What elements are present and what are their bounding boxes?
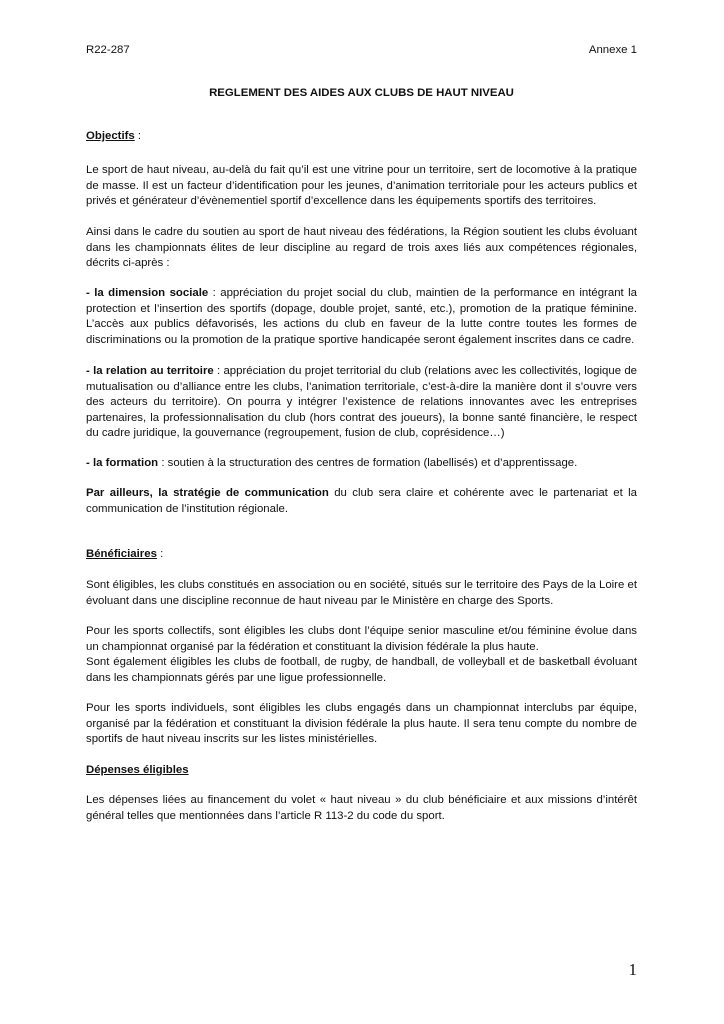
eligibility-paragraph: Sont éligibles, les clubs constitués en association ou en société, situés sur le territoire des Pays de la Loire et évoluant dans une discipline reconnue de haut niveau par le Ministère en charge des Sports. (86, 579, 637, 607)
communication-label: Par ailleurs, la stratégie de communication (86, 487, 329, 499)
page-header (86, 43, 637, 59)
axis-territory-text: : appréciation du projet territorial du club (relations avec les collectivités, logique de mutualisation ou d’alliance entre les clubs, l’animation territoriale, c’est-à-dire la manière dont il s’ouvre vers des acteurs du territoire). On pourra y intégrer l’existence de relations innovantes avec les entreprises partenaires, la professionnalisation du club (hors contrat des joueurs), la bonne santé financière, le respect du cadre juridique, la gouvernance (regroupement, fusion de club, coprésidence…) (86, 365, 637, 439)
collective-sports-text-2: Sont également éligibles les clubs de football, de rugby, de handball, de volleyball et de basketball évoluant dans les championnats gérés par une ligue professionnelle. (86, 656, 637, 684)
collective-sports-text-1: Pour les sports collectifs, sont éligibles les clubs dont l’équipe senior masculine et/ou féminine évolue dans un championnat organisé par la fédération et constituant la division fédérale la plus haute. (86, 625, 637, 653)
objectifs-heading (86, 129, 637, 145)
objectifs-support-paragraph: Ainsi dans le cadre du soutien au sport de haut niveau des fédérations, la Région soutient les clubs évoluant dans les championnats élites de leur discipline au regard de trois axes liés aux compétences régionales, décrits ci-après : (86, 226, 637, 269)
beneficiaires-heading-suffix: : (156, 548, 164, 560)
depenses-heading (86, 763, 637, 779)
collective-sports-paragraph (86, 624, 637, 686)
axis-training-paragraph (86, 456, 637, 472)
document-page (86, 0, 637, 1024)
beneficiaires-heading (86, 547, 637, 563)
axis-training-label: - la formation (86, 457, 159, 469)
depenses-paragraph: Les dépenses liées au financement du volet « haut niveau » du club bénéficiaire et aux missions d’intérêt général telles que mentionnées dans l’article R 113-2 du code du sport. (86, 794, 637, 822)
beneficiaires-heading-label: Bénéficiaires (86, 548, 157, 560)
axis-territory-paragraph (86, 364, 637, 442)
axis-social-text: : appréciation du projet social du club, maintien de la performance en intégrant la protection et l’insertion des sportifs (dopage, double projet, santé, etc.), promotion de la pratique féminine. L’accès aux publics défavorisés, les actions du club en faveur de la lutte contre toutes les formes de discriminations ou la promotion de la pratique sportive handicapée seront également inscrites dans ce cadre. (86, 287, 637, 346)
document-reference: R22-287 (86, 44, 130, 56)
page-number: 1 (628, 960, 637, 979)
axis-training-text: : soutien à la structuration des centres de formation (labellisés) et d’apprentissage. (158, 457, 578, 469)
annex-label: Annexe 1 (588, 44, 637, 56)
individual-sports-paragraph: Pour les sports individuels, sont éligibles les clubs engagés dans un championnat interclubs par équipe, organisé par la fédération et constituant la division fédérale la plus haute. Il sera tenu compte du nombre de sportifs de haut niveau inscrits sur les listes ministérielles. (86, 702, 637, 745)
axis-social-label: - la dimension sociale (86, 287, 209, 299)
communication-text: du club sera claire et cohérente avec le partenariat et la communication de l’institution régionale. (86, 487, 637, 515)
depenses-heading-label: Dépenses éligibles (86, 764, 189, 776)
axis-territory-label: - la relation au territoire (86, 365, 214, 377)
objectifs-heading-label: Objectifs (86, 130, 135, 142)
communication-paragraph (86, 486, 637, 517)
axis-social-paragraph (86, 286, 637, 348)
objectifs-intro-paragraph: Le sport de haut niveau, au-delà du fait qu’il est une vitrine pour un territoire, sert de locomotive à la pratique de masse. Il est un facteur d’identification pour les jeunes, d’animation territoriale pour les acteurs publics et privés et générateur d’évènementiel sportif d’excellence dans les équipements sportifs des territoires. (86, 164, 637, 207)
objectifs-heading-suffix: : (134, 130, 142, 142)
document-title: REGLEMENT DES AIDES AUX CLUBS DE HAUT NIVEAU (209, 87, 514, 99)
